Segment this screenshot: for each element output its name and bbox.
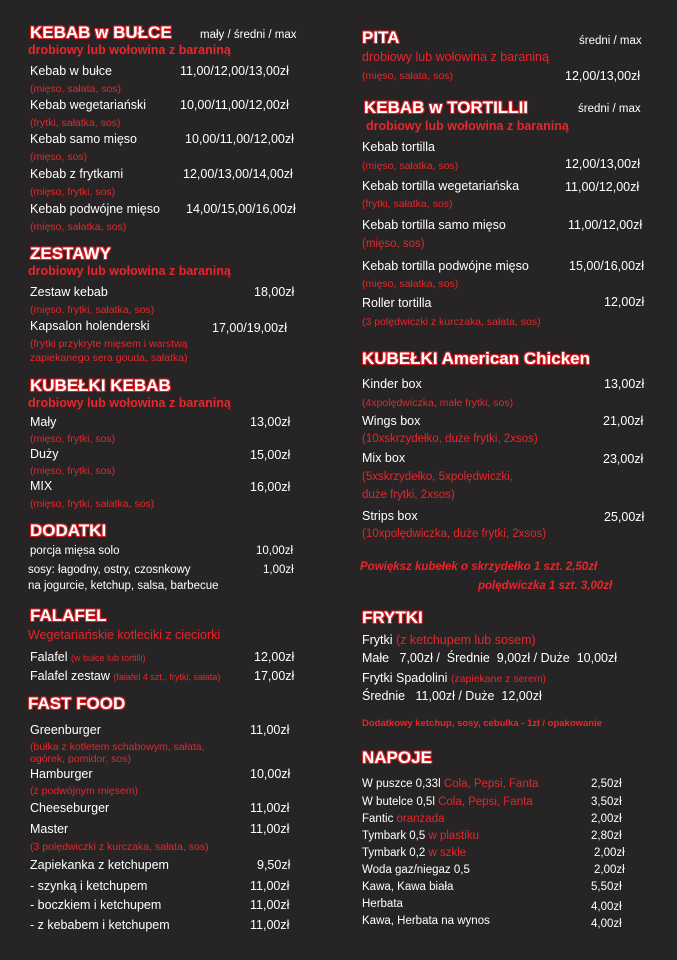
zestawy-item-desc: (mięso, frytki, sałatka, sos) — [30, 304, 155, 316]
napoje-item-variant: Cola, Pepsi, Fanta — [438, 796, 533, 808]
kubelki-ac-item-name: Strips box — [362, 509, 418, 523]
zestawy-item-name: Zestaw kebab — [30, 285, 108, 299]
kebab-item-price: 10,00/11,00/12,00zł — [180, 98, 289, 112]
dodatki-sauces-price: 1,00zł — [263, 564, 294, 576]
fastfood-item-desc: (3 polędwiczki z kurczaka, sałata, sos) — [30, 841, 209, 853]
fastfood-item-name: - z kebabem i ketchupem — [30, 918, 170, 932]
kubelki-ac-promo-2: polędwiczka 1 szt. 3,00zł — [478, 580, 613, 592]
napoje-item-name: Woda gaz/niegaz 0,5 — [362, 864, 470, 876]
napoje-item-variant: w plastiku — [428, 830, 479, 842]
kubelki-ac-item-price: 13,00zł — [604, 377, 645, 391]
kebab-item-desc: (mięso, frytki, sos) — [30, 186, 116, 198]
fastfood-item-name: Zapiekanka z ketchupem — [30, 858, 169, 872]
kebab-item-name: Kebab samo mięso — [30, 132, 138, 146]
kebab-item-name: Kebab w bułce — [30, 64, 113, 78]
kebab-title: KEBAB w BUŁCE — [30, 23, 172, 42]
kubelki-kebab-subtitle: drobiowy lub wołowina z baraniną — [28, 396, 231, 410]
kubelki-ac-item-desc: (4xpolędwiczka, małe frytki, sos) — [362, 397, 514, 409]
napoje-item-price: 3,50zł — [591, 796, 622, 808]
tortilla-item-desc: (3 polędwiczki z kurczaka, sałata, sos) — [362, 316, 541, 328]
napoje-item-variant: w szkle — [428, 847, 467, 859]
fastfood-item-price: 10,00zł — [250, 767, 291, 781]
tortilla-item-name: Kebab tortilla — [362, 140, 435, 154]
kubelki-ac-promo-1: Powiększ kubełek o skrzydełko 1 szt. 2,50zł — [360, 561, 598, 573]
kebab-item-name: Kebab z frytkami — [30, 167, 124, 181]
falafel-item-1 — [30, 650, 146, 664]
pita-price: 12,00/13,00zł — [565, 69, 641, 83]
kubelki-kebab-item-price: 15,00zł — [250, 448, 291, 462]
kubelki-kebab-item-name: Mały — [30, 415, 57, 429]
kubelki-kebab-title: KUBEŁKI KEBAB — [30, 376, 171, 395]
kebab-item-price: 10,00/11,00/12,00zł — [185, 132, 294, 146]
tortilla-item-name: Kebab tortilla samo mięso — [362, 218, 506, 232]
frytki-spadolini-note: (zapiekane z serem) — [450, 673, 547, 685]
kubelki-ac-item-price: 23,00zł — [603, 452, 644, 466]
fastfood-item-price: 11,00zł — [250, 898, 290, 912]
kubelki-kebab-item-name: MIX — [30, 479, 53, 493]
dodatki-sauces-line1: sosy: łagodny, ostry, czosnkowy — [28, 564, 191, 576]
fastfood-item-name: - szynką i ketchupem — [30, 879, 148, 893]
tortilla-item-name: Kebab tortilla wegetariańska — [362, 179, 520, 193]
fastfood-item-name: Greenburger — [30, 723, 101, 737]
napoje-item-price: 2,00zł — [591, 813, 622, 825]
zestawy-item-desc-2: zapiekanego sera gouda, sałatka) — [30, 352, 188, 364]
tortilla-item-desc: (mięso, sos) — [362, 238, 425, 250]
kebab-item-desc: (mięso, sos) — [30, 151, 88, 163]
dodatki-sauces-line2: na jogurcie, ketchup, salsa, barbecue — [28, 580, 219, 592]
napoje-item-variant: oranżada — [396, 813, 445, 825]
falafel-item-note: (falafel 4 szt., frytki, sałata) — [113, 672, 221, 682]
napoje-item-name: Kawa, Herbata na wynos — [362, 915, 490, 927]
fastfood-item-desc: (z podwójnym mięsem) — [30, 785, 138, 797]
kebab-sizes: mały / średni / max — [200, 29, 297, 41]
napoje-row — [362, 796, 533, 808]
kebab-item-price: 11,00/12,00/13,00zł — [180, 64, 289, 78]
zestawy-title: ZESTAWY — [30, 244, 111, 263]
kubelki-ac-item-name: Kinder box — [362, 377, 422, 391]
falafel-item-2 — [30, 669, 220, 683]
frytki-line-1 — [362, 633, 536, 647]
napoje-item-price: 2,00zł — [594, 864, 625, 876]
fastfood-item-name: Hamburger — [30, 767, 93, 781]
falafel-item-note: (w bułce lub tortilli) — [71, 653, 146, 663]
napoje-item-price: 5,50zł — [591, 881, 622, 893]
zestawy-item-name: Kapsalon holenderski — [30, 319, 150, 333]
napoje-row — [362, 778, 538, 790]
frytki-note: (z ketchupem lub sosem) — [396, 633, 536, 647]
napoje-item-name: Tymbark 0,5 — [362, 830, 426, 842]
kubelki-kebab-item-price: 13,00zł — [250, 415, 291, 429]
dodatki-item-name: porcja mięsa solo — [30, 545, 120, 557]
pita-sizes: średni / max — [579, 35, 642, 47]
dodatki-item-price: 10,00zł — [256, 545, 294, 557]
fastfood-item-name: - boczkiem i ketchupem — [30, 898, 162, 912]
napoje-row — [362, 813, 445, 825]
napoje-item-price: 2,50zł — [591, 778, 622, 790]
napoje-item-price: 4,00zł — [591, 918, 622, 930]
frytki-name: Frytki — [362, 633, 393, 647]
frytki-spadolini-prices: Średnie 11,00zł / Duże 12,00zł — [362, 689, 542, 703]
frytki-title: FRYTKI — [362, 608, 423, 627]
fastfood-item-name: Cheeseburger — [30, 801, 110, 815]
dodatki-title: DODATKI — [30, 521, 107, 540]
napoje-item-price: 2,80zł — [591, 830, 622, 842]
kubelki-kebab-item-desc: (mięso, frytki, sos) — [30, 433, 116, 445]
napoje-row — [362, 830, 479, 842]
napoje-item-name: Tymbark 0,2 — [362, 847, 426, 859]
kubelki-kebab-item-desc: (mięso, frytki, sałatka, sos) — [30, 498, 155, 510]
napoje-item-name: W butelce 0,5l — [362, 796, 435, 808]
kubelki-ac-title: KUBEŁKI American Chicken — [362, 349, 590, 368]
tortilla-sizes: średni / max — [578, 103, 641, 115]
tortilla-item-price: 12,00/13,00zł — [565, 157, 641, 171]
pita-desc: (mięso, sałata, sos) — [362, 70, 454, 82]
kubelki-ac-item-desc: (5xskrzydełko, 5xpolędwiczki, — [362, 471, 513, 483]
fastfood-item-desc: (bułka z kotletem schabowym, sałata, — [30, 741, 205, 753]
tortilla-subtitle: drobiowy lub wołowina z baraniną — [366, 119, 569, 133]
frytki-line-3 — [362, 671, 546, 685]
falafel-title: FALAFEL — [30, 606, 107, 625]
kebab-subtitle: drobiowy lub wołowina z baraniną — [28, 43, 231, 57]
tortilla-item-name: Kebab tortilla podwójne mięso — [362, 259, 529, 273]
zestawy-subtitle: drobiowy lub wołowina z baraniną — [28, 264, 231, 278]
napoje-item-variant: Cola, Pepsi, Fanta — [443, 778, 539, 790]
tortilla-title: KEBAB w TORTILLII — [364, 98, 529, 117]
napoje-item-name: Fantic — [362, 813, 394, 825]
kubelki-ac-item-desc: (10xskrzydełko, duże frytki, 2xsos) — [362, 433, 538, 445]
tortilla-item-price: 11,00/12,00zł — [568, 218, 643, 232]
kubelki-kebab-item-name: Duży — [30, 447, 59, 461]
kebab-item-price: 12,00/13,00/14,00zł — [183, 167, 293, 181]
kubelki-ac-item-name: Wings box — [362, 414, 421, 428]
napoje-item-name: Kawa, Kawa biała — [362, 881, 454, 893]
frytki-spadolini-name: Frytki Spadolini — [362, 671, 448, 685]
tortilla-item-price: 11,00/12,00zł — [565, 180, 640, 194]
kubelki-kebab-item-price: 16,00zł — [250, 480, 291, 494]
zestawy-item-price: 17,00/19,00zł — [212, 321, 288, 335]
falafel-item-price: 17,00zł — [254, 669, 295, 683]
pita-subtitle: drobiowy lub wołowina z baraniną — [362, 50, 549, 64]
fastfood-item-price: 11,00zł — [250, 918, 290, 932]
kebab-item-price: 14,00/15,00/16,00zł — [186, 202, 296, 216]
falafel-item-price: 12,00zł — [254, 650, 295, 664]
falafel-subtitle: Wegetariańskie kotleciki z cieciorki — [28, 628, 221, 642]
falafel-item-name: Falafel — [30, 650, 68, 664]
fastfood-item-price: 9,50zł — [257, 858, 291, 872]
napoje-title: NAPOJE — [362, 748, 432, 767]
kebab-item-desc: (mięso, sałatka, sos) — [30, 221, 127, 233]
kubelki-kebab-item-desc: (mięso, frytki, sos) — [30, 465, 116, 477]
kubelki-ac-item-desc-2: duże frytki, 2xsos) — [362, 489, 455, 501]
pita-title: PITA — [362, 28, 400, 47]
kebab-item-name: Kebab wegetariański — [30, 98, 147, 112]
kebab-item-desc: (mięso, sałata, sos) — [30, 83, 122, 95]
fastfood-title: FAST FOOD — [28, 694, 126, 713]
napoje-row — [362, 847, 466, 859]
napoje-item-name: W puszce 0,33l — [362, 778, 441, 790]
tortilla-item-desc: (mięso, sałatka, sos) — [362, 160, 459, 172]
frytki-prices: Małe 7,00zł / Średnie 9,00zł / Duże 10,00zł — [362, 651, 617, 665]
kubelki-ac-item-price: 25,00zł — [604, 510, 645, 524]
zestawy-item-desc: (frytki przykryte mięsem i warstwą — [30, 338, 188, 350]
kubelki-ac-item-price: 21,00zł — [603, 414, 644, 428]
napoje-item-price: 2,00zł — [594, 847, 625, 859]
tortilla-item-desc: (mięso, sałatka, sos) — [362, 278, 459, 290]
kebab-item-name: Kebab podwójne mięso — [30, 202, 160, 216]
napoje-item-price: 4,00zł — [591, 901, 622, 913]
fastfood-item-price: 11,00zł — [250, 801, 290, 815]
tortilla-item-name: Roller tortilla — [362, 296, 432, 310]
zestawy-item-price: 18,00zł — [254, 285, 295, 299]
fastfood-item-desc-2: ogórek, pomidor, sos) — [30, 753, 131, 765]
tortilla-item-price: 12,00zł — [604, 295, 645, 309]
fastfood-item-price: 11,00zł — [250, 822, 290, 836]
kebab-item-desc: (frytki, sałatka, sos) — [30, 117, 121, 129]
frytki-extra-note: Dodatkowy ketchup, sosy, cebulka - 1zł / opakowanie — [362, 718, 603, 729]
fastfood-item-name: Master — [30, 822, 69, 836]
fastfood-item-price: 11,00zł — [250, 879, 290, 893]
napoje-item-name: Herbata — [362, 898, 403, 910]
fastfood-item-price: 11,00zł — [250, 723, 290, 737]
kubelki-ac-item-desc: (10xpolędwiczka, duże frytki, 2xsos) — [362, 528, 547, 540]
kubelki-ac-item-name: Mix box — [362, 451, 406, 465]
tortilla-item-desc: (frytki, sałatka, sos) — [362, 198, 453, 210]
falafel-item-name: Falafel zestaw — [30, 669, 110, 683]
tortilla-item-price: 15,00/16,00zł — [569, 259, 645, 273]
